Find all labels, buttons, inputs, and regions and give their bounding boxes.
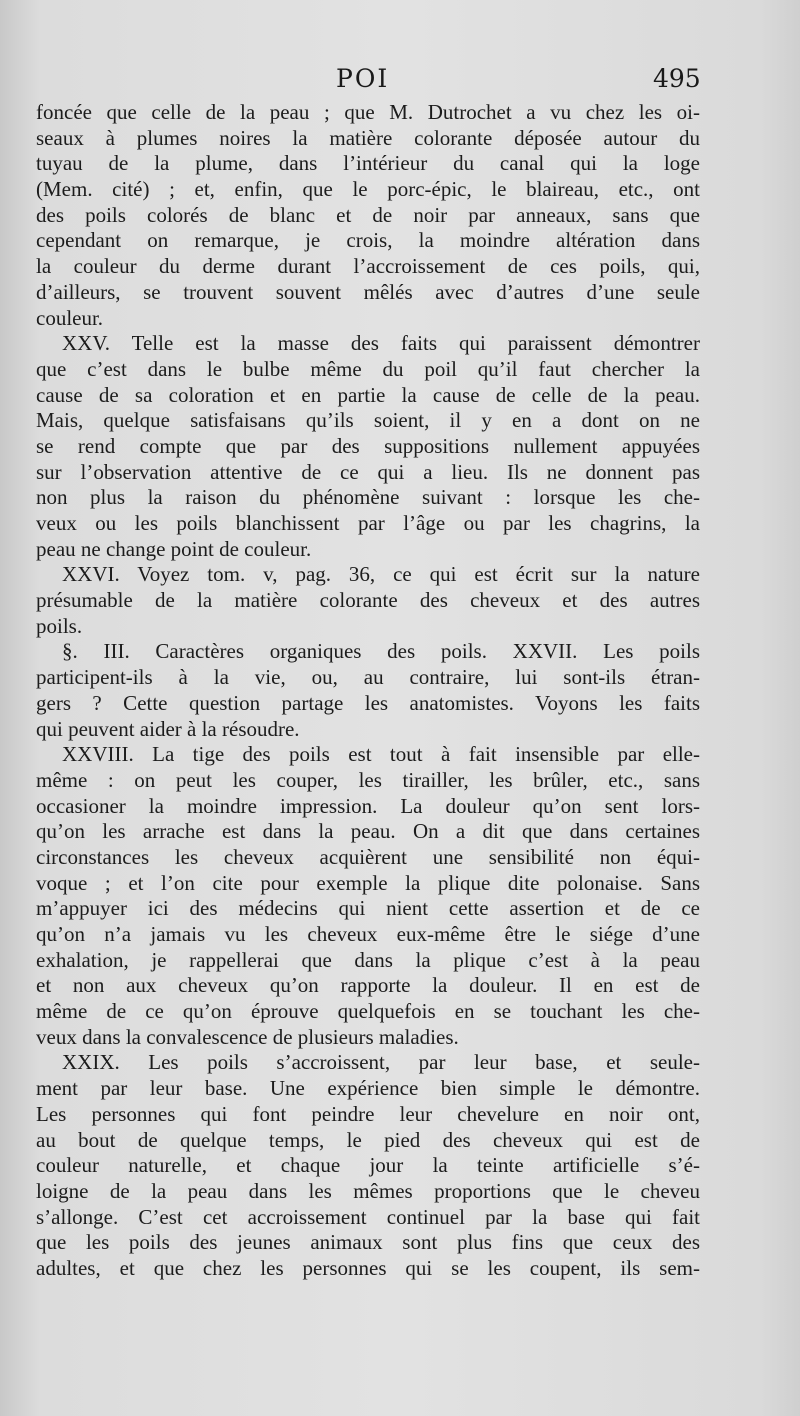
- text-line: couleur naturelle, et chaque jour la teinte artificielle s’é-: [36, 1153, 700, 1178]
- text-line: veux dans la convalescence de plusieurs maladies.: [36, 1024, 459, 1049]
- text-line: foncée que celle de la peau ; que M. Dutrochet a vu chez les oi-: [36, 100, 700, 124]
- text-line: circonstances les cheveux acquièrent une sensibilité non équi-: [36, 844, 700, 869]
- text-line: cause de sa coloration et en partie la cause de celle de la peau.: [36, 382, 700, 407]
- text-line: se rend compte que par des suppositions nullement appuyées: [36, 433, 700, 458]
- text-line: couleur.: [36, 305, 104, 330]
- text-line: veux ou les poils blanchissent par l’âge ou par les chagrins, la: [36, 511, 700, 535]
- text-line: §. III. Caractères organiques des poils. XXVII. Les poils: [62, 639, 700, 664]
- text-line: Mais, quelque satisfaisans qu’ils soient, il y en a dont on ne: [36, 408, 700, 433]
- text-line: même de ce qu’on éprouve quelquefois en se touchant les che-: [36, 999, 700, 1024]
- text-line: (Mem. cité) ; et, enfin, que le porc-épic, le blaireau, etc., ont: [36, 177, 700, 202]
- text-line: exhalation, je rappellerai que dans la plique c’est à la peau: [36, 947, 700, 972]
- text-line: et non aux cheveux qu’on rapporte la douleur. Il en est de: [36, 973, 700, 998]
- text-line: non plus la raison du phénomène suivant : lorsque les che-: [36, 485, 700, 510]
- text-line: XXVIII. La tige des poils est tout à fait insensible par elle-: [62, 742, 700, 767]
- page-number: 495: [653, 64, 701, 93]
- text-line: peau ne change point de couleur.: [36, 536, 312, 561]
- text-line: même : on peut les couper, les tirailler, les brûler, etc., sans: [36, 767, 700, 792]
- text-line: qu’on n’a jamais vu les cheveux eux-même être le siége d’une: [36, 922, 700, 946]
- text-line: ment par leur base. Une expérience bien simple le démontre.: [36, 1076, 700, 1101]
- text-line: occasioner la moindre impression. La douleur qu’on sent lors-: [36, 793, 700, 818]
- text-line: Les personnes qui font peindre leur chevelure en noir ont,: [36, 1101, 700, 1126]
- text-line: XXVI. Voyez tom. v, pag. 36, ce qui est écrit sur la nature: [62, 562, 700, 587]
- text-line: participent-ils à la vie, ou, au contraire, lui sont-ils étran-: [36, 665, 700, 690]
- text-line: présumable de la matière colorante des cheveux et des autres: [36, 588, 700, 613]
- text-line: XXV. Telle est la masse des faits qui paraissent démontrer: [62, 331, 700, 356]
- text-line: poils.: [36, 613, 83, 638]
- body-text: [36, 100, 700, 1282]
- text-line: que c’est dans le bulbe même du poil qu’il faut chercher la: [36, 356, 700, 381]
- text-line: qu’on les arrache est dans la peau. On a dit que dans certaines: [36, 819, 700, 844]
- text-line: qui peuvent aider à la résoudre.: [36, 716, 300, 741]
- text-line: gers ? Cette question partage les anatomistes. Voyons les faits: [36, 690, 700, 715]
- text-line: voque ; et l’on cite pour exemple la plique dite polonaise. Sans: [36, 870, 700, 895]
- text-line: sur l’observation attentive de ce qui a lieu. Ils ne donnent pas: [36, 459, 700, 484]
- text-line: cependant on remarque, je crois, la moindre altération dans: [36, 228, 700, 253]
- page-header: [0, 62, 800, 102]
- text-line: au bout de quelque temps, le pied des cheveux qui est de: [36, 1127, 700, 1152]
- text-line: que les poils des jeunes animaux sont plus fins que ceux des: [36, 1230, 700, 1255]
- text-line: loigne de la peau dans les mêmes proportions que le cheveu: [36, 1178, 700, 1203]
- text-line: XXIX. Les poils s’accroissent, par leur base, et seule-: [62, 1050, 700, 1075]
- text-line: seaux à plumes noires la matière colorante déposée autour du: [36, 125, 700, 150]
- text-line: s’allonge. C’est cet accroissement continuel par la base qui fait: [36, 1204, 700, 1229]
- text-line: adultes, et que chez les personnes qui se les coupent, ils sem-: [36, 1255, 700, 1280]
- text-line: tuyau de la plume, dans l’intérieur du canal qui la loge: [36, 151, 700, 176]
- running-head: POI: [336, 64, 390, 93]
- text-line: d’ailleurs, se trouvent souvent mêlés avec d’autres d’une seule: [36, 279, 700, 304]
- text-line: m’appuyer ici des médecins qui nient cette assertion et de ce: [36, 896, 700, 921]
- text-line: des poils colorés de blanc et de noir par anneaux, sans que: [36, 202, 700, 227]
- text-line: la couleur du derme durant l’accroissement de ces poils, qui,: [36, 254, 700, 279]
